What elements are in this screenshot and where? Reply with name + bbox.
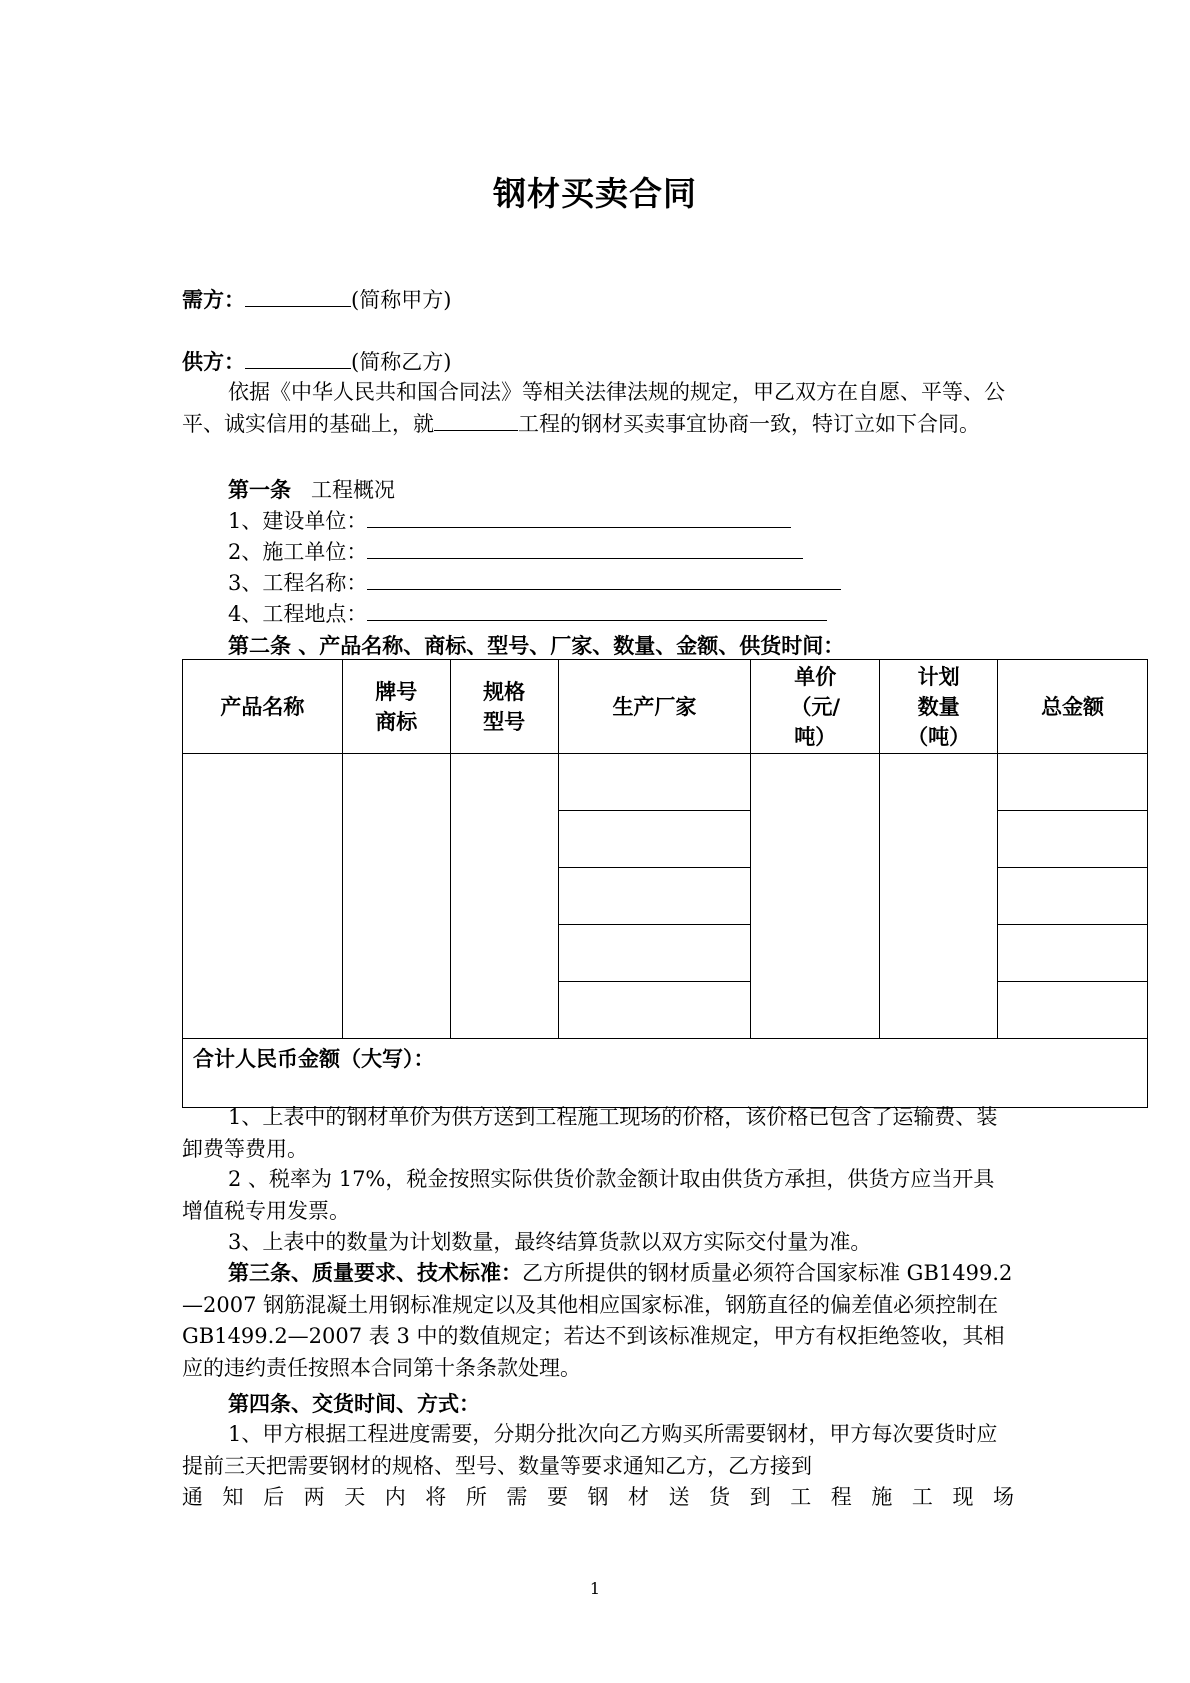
article4-paragraph-1-last-line: 通知后两天内将所需要钢材送货到工程施工现场 — [182, 1485, 1014, 1509]
amount-cell[interactable] — [998, 811, 1148, 868]
buyer-line — [182, 284, 451, 314]
construction-unit-blank[interactable] — [367, 507, 791, 528]
seller-label: 供方： — [182, 350, 245, 374]
note-3: 3、上表中的数量为计划数量，最终结算货款以双方实际交付量为准。 — [228, 1230, 872, 1254]
amount-cell[interactable] — [998, 982, 1148, 1039]
seller-blank[interactable] — [245, 348, 351, 369]
header-planned-quantity: 计划 数量 （吨） — [880, 660, 998, 754]
article1-heading — [228, 474, 395, 504]
spec-cell[interactable] — [450, 754, 558, 1039]
seller-suffix: (简称乙方) — [351, 350, 452, 374]
buyer-label: 需方： — [182, 288, 245, 312]
product-name-cell[interactable] — [183, 754, 343, 1039]
brand-cell[interactable] — [342, 754, 450, 1039]
total-amount-cell[interactable] — [183, 1039, 1148, 1108]
intro-paragraph — [182, 377, 1014, 440]
header-brand: 牌号 商标 — [342, 660, 450, 754]
quantity-cell[interactable] — [880, 754, 998, 1039]
header-unit-price: 单价 （元/ 吨） — [751, 660, 880, 754]
article3-heading: 第三条、质量要求、技术标准： — [228, 1261, 522, 1285]
item-label: 4、工程地点： — [228, 602, 368, 626]
project-location-blank[interactable] — [367, 600, 827, 621]
item-label: 2、施工单位： — [228, 540, 368, 564]
document-title: 钢材买卖合同 — [493, 174, 697, 213]
project-name-blank[interactable] — [367, 569, 841, 590]
item-label: 1、建设单位： — [228, 509, 368, 533]
manufacturer-cell[interactable] — [558, 925, 751, 982]
article1-item-3 — [228, 567, 841, 597]
contractor-unit-blank[interactable] — [367, 538, 803, 559]
manufacturer-cell[interactable] — [558, 868, 751, 925]
intro-text-2: 工程的钢材买卖事宜协商一致，特订立如下合同。 — [518, 411, 980, 436]
buyer-suffix: (简称甲方) — [351, 288, 452, 312]
manufacturer-cell[interactable] — [558, 982, 751, 1039]
article1-number: 第一条 — [228, 478, 291, 502]
manufacturer-cell[interactable] — [558, 754, 751, 811]
header-manufacturer: 生产厂家 — [558, 660, 751, 754]
amount-cell[interactable] — [998, 754, 1148, 811]
project-blank[interactable] — [434, 410, 518, 431]
article1-title: 工程概况 — [311, 478, 396, 502]
article4-paragraph-1: 1、甲方根据工程进度需要，分期分批次向乙方购买所需要钢材，甲方每次要货时应提前三天把需要钢材的规格、型号、数量等要求通知乙方，乙方接到 — [182, 1422, 998, 1478]
article1-item-1 — [228, 505, 791, 535]
page-number: 1 — [589, 1579, 601, 1598]
amount-cell[interactable] — [998, 868, 1148, 925]
seller-line — [182, 346, 451, 376]
article1-item-2 — [228, 536, 803, 566]
table-row — [183, 754, 1148, 811]
intro-text-1: 依据《中华人民共和国合同法》等相关法律法规的规定，甲乙双方在自愿、平等、公平、诚实信用的基础上，就 — [182, 380, 1005, 436]
buyer-blank[interactable] — [245, 286, 351, 307]
item-label: 3、工程名称： — [228, 571, 368, 595]
unit-price-cell[interactable] — [751, 754, 880, 1039]
amount-cell[interactable] — [998, 925, 1148, 982]
article3-text: 乙方所提供的钢材质量必须符合国家标准 GB1499.2—2007 钢筋混凝土用钢标准规定以及其他相应国家标准，钢筋直径的偏差值必须控制在 GB1499.2—2007 表 3 中的数值规定；若达不到该标准规定，甲方有权拒绝签收，其相应的违约责任按照本合同第十条条款处理。 — [182, 1261, 1013, 1380]
table-total-row — [183, 1039, 1148, 1108]
note-1: 1、上表中的钢材单价为供方送到工程施工现场的价格，该价格已包含了运输费、装卸费等费用。 — [182, 1105, 998, 1161]
article1-item-4 — [228, 598, 827, 628]
header-total-amount: 总金额 — [998, 660, 1148, 754]
article4-heading: 第四条、交货时间、方式： — [228, 1392, 480, 1416]
header-product-name: 产品名称 — [183, 660, 343, 754]
total-amount-label: 合计人民币金额（大写）： — [193, 1047, 435, 1071]
header-spec: 规格 型号 — [450, 660, 558, 754]
article3-paragraph — [182, 1258, 1014, 1384]
goods-table — [182, 659, 1148, 1108]
manufacturer-cell[interactable] — [558, 811, 751, 868]
note-2: 2 、税率为 17%，税金按照实际供货价款金额计取由供货方承担，供货方应当开具增值税专用发票。 — [182, 1167, 995, 1223]
table-header-row — [183, 660, 1148, 754]
article2-heading: 第二条 、产品名称、商标、型号、厂家、数量、金额、供货时间： — [228, 634, 845, 658]
